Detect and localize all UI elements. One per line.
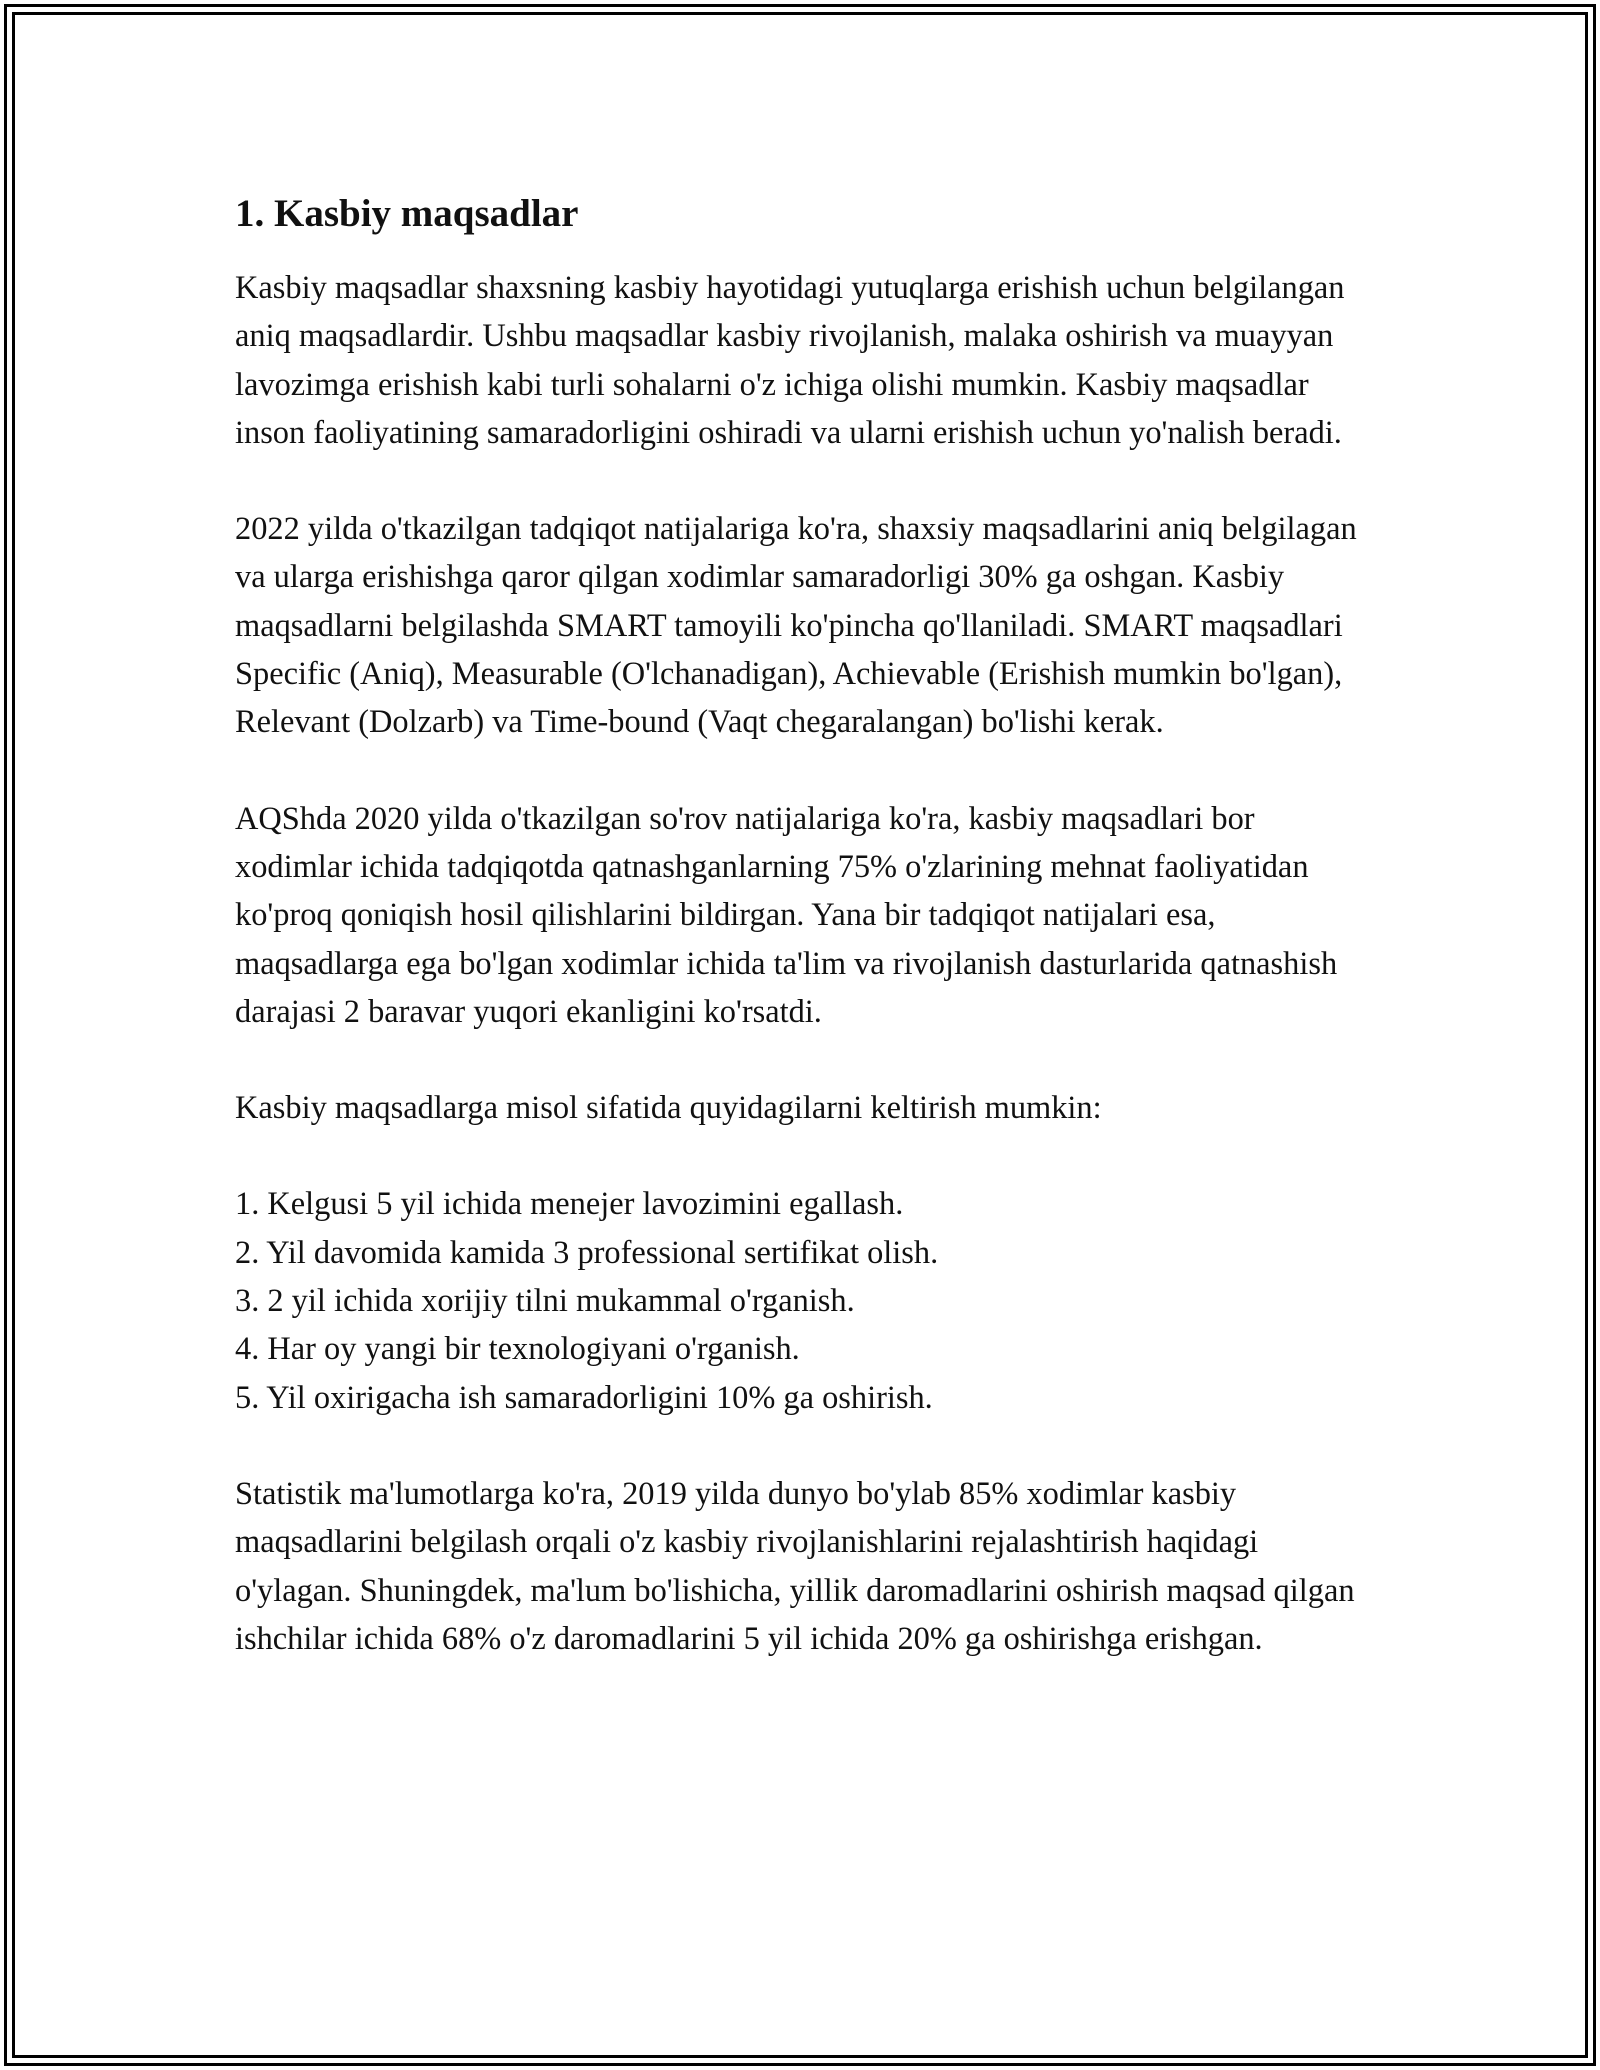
paragraph-definition: Kasbiy maqsadlar shaxsning kasbiy hayotidagi yutuqlarga erishish uchun belgilangan aniq maqsadlardir. Ushbu maqsadlar kasbiy rivojlanish, malaka oshirish va muayyan lavozimga erishish kabi turli sohalarni o'z ichiga olishi mumkin. Kasbiy maqsadlar inson faoliyatining samaradorligini oshiradi va ularni erishish uchun yo'nalish beradi. <box>235 270 1345 451</box>
document-body <box>235 186 1375 1711</box>
examples-list <box>235 1180 1375 1421</box>
list-item: 4. Har oy yangi bir texnologiyani o'rganish. <box>235 1331 800 1368</box>
list-item: 1. Kelgusi 5 yil ichida menejer lavozimini egallash. <box>235 1186 904 1223</box>
section-heading: 1. Kasbiy maqsadlar <box>235 192 579 235</box>
list-item: 3. 2 yil ichida xorijiy tilni mukammal o'rganish. <box>235 1283 855 1320</box>
list-item: 2. Yil davomida kamida 3 professional sertifikat olish. <box>235 1234 939 1271</box>
paragraph-examples-intro: Kasbiy maqsadlarga misol sifatida quyidagilarni keltirish mumkin: <box>235 1090 1102 1127</box>
list-item: 5. Yil oxirigacha ish samaradorligini 10% ga oshirish. <box>235 1379 933 1416</box>
paragraph-statistics: Statistik ma'lumotlarga ko'ra, 2019 yilda dunyo bo'ylab 85% xodimlar kasbiy maqsadlarini belgilash orqali o'z kasbiy rivojlanishlarini rejalashtirish haqidagi o'ylagan. Shuningdek, ma'lum bo'lishicha, yillik daromadlarini oshirish maqsad qilgan ishchilar ichida 68% o'z daromadlarini 5 yil ichida 20% ga oshirishga erishgan. <box>235 1475 1355 1657</box>
paragraph-smart: 2022 yilda o'tkazilgan tadqiqot natijalariga ko'ra, shaxsiy maqsadlarini aniq belgilagan va ularga erishishga qaror qilgan xodimlar samaradorligi 30% ga oshgan. Kasbiy maqsadlarni belgilashda SMART tamoyili ko'pincha qo'llaniladi. SMART maqsadlari Specific (Aniq), Measurable (O'lchanadigan), Achievable (Erishish mumkin bo'lgan), Relevant (Dolzarb) va Time-bound (Vaqt chegaralangan) bo'lishi kerak. <box>235 511 1357 741</box>
paragraph-survey: AQShda 2020 yilda o'tkazilgan so'rov natijalariga ko'ra, kasbiy maqsadlari bor xodimlar ichida tadqiqotda qatnashganlarning 75% o'zlarining mehnat faoliyatidan ko'proq qoniqish hosil qilishlarini bildirgan. Yana bir tadqiqot natijalari esa, maqsadlarga ega bo'lgan xodimlar ichida ta'lim va rivojlanish dasturlarida qatnashish darajasi 2 baravar yuqori ekanligini ko'rsatdi. <box>235 800 1338 1030</box>
